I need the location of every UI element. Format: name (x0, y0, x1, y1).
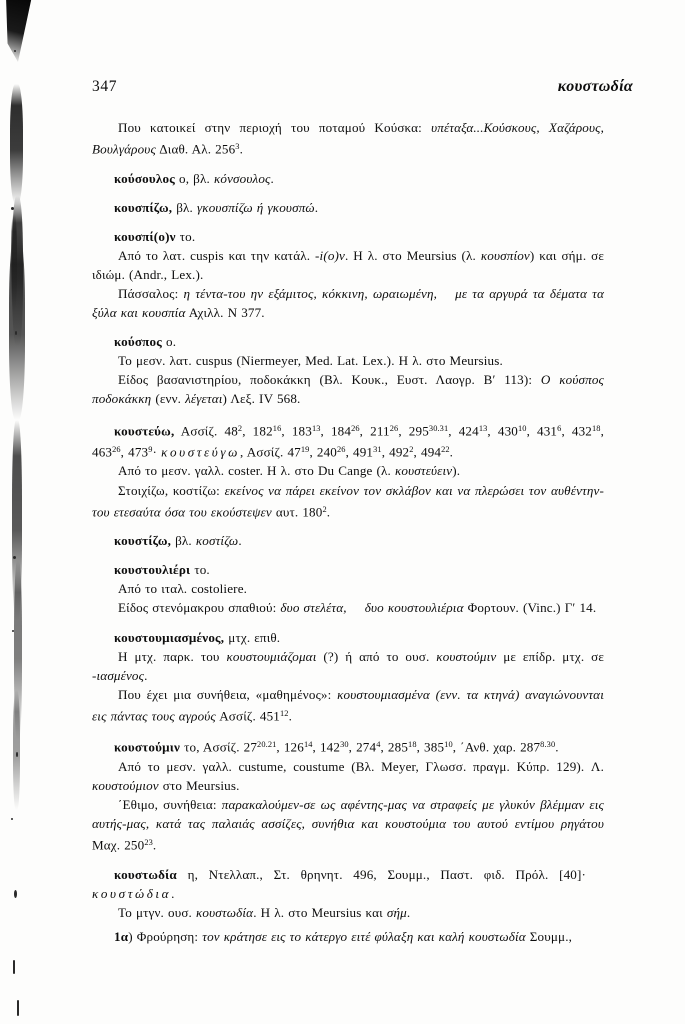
quoted-italic-text: σήμ (386, 904, 407, 920)
scan-gutter-artifact (0, 0, 46, 1024)
body-text: , ΄Ανθ. χαρ. 287 (452, 739, 541, 755)
body-text: , 274 (348, 739, 377, 755)
citation-superscript: 26 (112, 445, 121, 455)
dictionary-body-paragraph (92, 461, 604, 480)
quoted-italic-text: κουσπίον (480, 247, 530, 263)
body-text: ) Λεξ. IV 568. (222, 391, 301, 407)
gutter-shadow-wedge (6, 0, 32, 62)
citation-superscript: 18 (408, 740, 417, 750)
dictionary-body-paragraph (92, 118, 604, 159)
dictionary-body-paragraph (92, 685, 604, 726)
body-text: (ενν. (151, 391, 186, 407)
body-text: . (288, 708, 293, 724)
headword-text: κουστεύω, (114, 422, 175, 438)
citation-superscript: 10 (517, 423, 527, 433)
dictionary-body-paragraph (92, 481, 604, 522)
body-text: το. (190, 562, 210, 578)
quoted-italic-text: γκουσπίζω ή γκουσπώ (196, 199, 315, 215)
quoted-italic-text: -i(ο)ν (315, 247, 345, 263)
citation-superscript: 26 (337, 445, 346, 455)
headword-text: κουσπίζω, (114, 199, 173, 215)
body-text: . (326, 504, 331, 520)
quoted-italic-text: κουστεύειν (394, 463, 453, 479)
body-text: το, Ασσίζ. 27 (180, 739, 258, 755)
dictionary-body-paragraph (92, 647, 604, 685)
body-text: , 295 (398, 422, 429, 438)
body-text: . (171, 885, 175, 901)
body-text: η, Ντελλαπ., Στ. θρηνητ. 496, Σουμμ., Παστ. φιδ. Πρόλ. [40]· (176, 866, 586, 882)
citation-superscript: 2 (322, 504, 327, 514)
citation-superscript: 16 (272, 423, 282, 433)
body-text: . (270, 170, 274, 186)
entry-spacer (92, 725, 604, 735)
body-text: . Η λ. στο Meursius και (253, 904, 387, 920)
body-text: Είδος στενόμακρου σπαθιού: (118, 600, 281, 616)
body-text: , 432 (561, 422, 593, 438)
body-text: Η μτχ. παρκ. του (118, 648, 227, 664)
body-text: Από το μεσν. γαλλ. coster. Η λ. στο Du Cange (λ. (118, 463, 395, 479)
entry-spacer (92, 855, 604, 865)
entry-spacer (92, 550, 604, 560)
body-text: βλ. (172, 199, 197, 215)
body-text: , 494 (413, 444, 442, 460)
body-text: . (238, 533, 242, 549)
body-text: Σουμμ., (525, 928, 573, 944)
quoted-italic-text: -ιασμένος (92, 667, 145, 683)
dictionary-body-paragraph (92, 246, 604, 284)
running-head-word: κουστωδία (557, 78, 633, 95)
citation-superscript: 3 (235, 142, 240, 152)
citation-superscript: 20.21 (257, 740, 277, 750)
citation-superscript: 30.31 (428, 423, 449, 433)
quoted-italic-text: υπέταξα...Κούσκους, Χαζάρους, Βουλγάρους (92, 120, 604, 157)
body-text: , 491 (345, 444, 374, 460)
dictionary-entry-headword-line (92, 198, 604, 217)
quoted-italic-text: κόνσουλος (213, 170, 271, 186)
quoted-italic-text: Ο κούσπος ποδοκάκκη (92, 372, 604, 407)
body-text: ο. (162, 334, 177, 350)
citation-superscript: 18 (592, 423, 601, 433)
body-text: , 430 (487, 422, 518, 438)
body-text: ) και σήμ. σε ιδιώμ. (Andr., Lex.). (92, 247, 604, 282)
dictionary-body-paragraph (92, 795, 604, 855)
body-text: , 385 (416, 739, 445, 755)
body-text: ΄Εθιμο, συνήθεια: (118, 796, 222, 812)
quoted-italic-text: κουστωδία (196, 904, 254, 920)
entry-spacer (92, 618, 604, 628)
body-text: , 126 (276, 739, 304, 755)
gutter-streak (13, 690, 20, 810)
body-text: Από το μεσν. γαλλ. custume, coustume (Βλ. Meyer, Γλωσσ. πραγμ. Κύπρ. 129). Λ. (118, 758, 604, 774)
dictionary-body-paragraph (92, 370, 604, 408)
headword-text: 1α (114, 928, 129, 944)
citation-superscript: 9 (148, 445, 153, 455)
body-text: . (314, 199, 319, 215)
quoted-italic-text: κουστουμιασμένα (ενν. τα κτηνά) αναγιώνουνται εις πάντας τους αγρούς (92, 686, 604, 724)
body-text: . (406, 904, 411, 920)
body-text: Το μτγν. ουσ. (118, 904, 196, 920)
dictionary-body-paragraph (92, 284, 604, 322)
headword-text: κουστουλιέρι (114, 562, 191, 578)
body-text: Στοιχίζω, κοστίζω: (118, 482, 225, 498)
gutter-streak (10, 84, 23, 204)
quoted-italic-text: η τέντα-του ην εξάμιτος, κόκκινη, ωραιωμένη, (183, 286, 438, 302)
headword-text: κουστωδία (114, 866, 177, 882)
body-text: , 183 (281, 422, 312, 438)
gutter-streak (14, 560, 22, 740)
body-text: ο, βλ. (175, 170, 214, 186)
headword-text: κούσουλος (114, 170, 176, 186)
body-text: , 473 (120, 444, 149, 460)
gutter-speck (11, 818, 13, 820)
quoted-italic-text: κοστίζω (195, 533, 239, 549)
gutter-streak (12, 420, 22, 620)
body-text: . (239, 141, 243, 157)
headword-text: κουστουμιασμένος, (114, 629, 225, 645)
body-text: Πάσσαλος: (118, 286, 184, 302)
body-text: βλ. (171, 533, 196, 549)
body-text: (?) ή από το ουσ. (316, 648, 437, 664)
gutter-speck (16, 752, 18, 757)
citation-superscript: 10 (444, 740, 453, 750)
quoted-italic-text: λέγεται (185, 391, 223, 407)
running-head (92, 78, 633, 100)
body-text: , 424 (448, 422, 479, 438)
dictionary-body-paragraph (92, 351, 604, 370)
citation-superscript: 22 (441, 445, 450, 455)
body-text: , 285 (380, 739, 409, 755)
body-text: , 240 (309, 444, 337, 460)
body-text: ) Φρούρηση: (128, 928, 203, 944)
body-text: Από το ιταλ. costoliere. (118, 581, 248, 597)
body-text: . Η λ. στο Meursius (λ. (345, 247, 481, 263)
body-text: . (152, 837, 157, 853)
body-text: Μαχ. 250 (92, 837, 145, 853)
dictionary-body-paragraph (92, 903, 604, 922)
dictionary-entry-headword-line (92, 531, 604, 550)
body-text: , 182 (242, 422, 273, 438)
gutter-speck (13, 556, 16, 559)
entry-spacer (92, 217, 604, 227)
headword-text: κούσπος (114, 334, 163, 350)
dictionary-entry-headword-line (92, 735, 604, 756)
quoted-italic-text: κουστούμιν (436, 648, 497, 664)
body-text: Αχιλλ. Ν 377. (185, 305, 265, 321)
headword-text: κουστίζω, (114, 533, 172, 549)
quoted-italic-text: κουστουμιάζομαι (226, 648, 317, 664)
body-text: , Ασσίζ. 47 (240, 444, 301, 460)
citation-superscript: 14 (303, 740, 313, 750)
gutter-speck (11, 207, 14, 210)
text-column (92, 118, 604, 946)
body-text: αυτ. 180 (271, 504, 323, 520)
body-text: , 142 (312, 739, 341, 755)
citation-superscript: 13 (311, 423, 321, 433)
citation-superscript: 6 (557, 423, 562, 433)
dictionary-body-paragraph (92, 757, 604, 795)
page-number: 347 (92, 78, 118, 95)
dictionary-entry-headword-line (92, 227, 604, 246)
body-text: Ασσίζ. 451 (215, 708, 280, 724)
gutter-streak (9, 230, 25, 420)
body-text: . (144, 667, 148, 683)
dictionary-entry-headword-line (92, 169, 604, 188)
body-text: μτχ. επιθ. (224, 629, 281, 645)
dictionary-entry-headword-line (92, 419, 604, 462)
body-text: με επίδρ. μτχ. σε (496, 648, 604, 664)
citation-superscript: 2 (237, 423, 243, 433)
variant-form-text: κουστεύγω (161, 444, 241, 460)
gutter-speck (17, 1000, 19, 1016)
dictionary-entry-headword-line (92, 628, 604, 647)
citation-superscript: 12 (280, 708, 289, 718)
quoted-italic-text: δυο στελέτα, (280, 600, 347, 616)
gutter-speck (14, 50, 16, 52)
quoted-italic-text: δυο κουστουλιέρια (364, 600, 464, 616)
citation-superscript: 26 (351, 423, 360, 433)
body-text: Ασσίζ. 48 (174, 422, 238, 438)
body-text: , 184 (320, 422, 352, 438)
quoted-italic-text: παρακαλούμεν-σε ως αφέντης-μας να στραφείς με γλυκύν βλέμμαν εις αυτής-μας, κατά τας παλαιάς ασσίζες, συνήθια και κουστούμια του αυτού εντίμου ρηγάτου (92, 796, 604, 832)
body-text: . (449, 444, 454, 460)
body-text: το. (175, 228, 196, 244)
dictionary-entry-headword-line (92, 865, 604, 903)
gutter-streak (11, 214, 17, 310)
variant-form-text: κουστώδια (92, 885, 172, 901)
body-text: . (555, 739, 559, 755)
entry-spacer (92, 322, 604, 332)
body-text: Φορτουν. (Vinc.) Γ′ 14. (463, 600, 597, 616)
body-text: ). (452, 463, 461, 479)
citation-superscript: 2 (409, 445, 414, 455)
gutter-speck (13, 960, 15, 974)
gutter-speck (15, 331, 17, 335)
body-text: Που κατοικεί στην περιοχή του ποταμού Κούσκα: (118, 120, 432, 135)
body-text: Από το λατ. cuspis και την κατάλ. (118, 247, 316, 263)
quoted-italic-text: εκείνος να πάρει εκείνον τον σκλάβον και να πλερώσει τον αυθέντην-του ετεσαύτα όσα του εκούστεψεν (92, 482, 604, 520)
gutter-speck (12, 630, 14, 632)
body-text: Το μεσν. λατ. cuspus (Niermeyer, Med. Lat. Lex.). Η λ. στο Meursius. (118, 353, 503, 369)
body-text: Είδος βασανιστηρίου, ποδοκάκκη (Βλ. Κουκ., Ευστ. Λαογρ. Β′ 113): (118, 372, 541, 388)
entry-spacer (92, 188, 604, 198)
citation-superscript: 23 (144, 838, 153, 848)
gutter-speck (14, 890, 17, 898)
citation-superscript: 26 (389, 423, 399, 433)
body-text: · (152, 444, 162, 460)
headword-text: κουσπί(ο)ν (114, 228, 176, 244)
citation-superscript: 19 (300, 445, 310, 455)
citation-superscript: 30 (340, 740, 349, 750)
dictionary-entry-headword-line (92, 332, 604, 351)
body-text: , 211 (359, 422, 390, 438)
citation-superscript: 13 (478, 423, 488, 433)
quoted-italic-text: με τα αργυρά τα δέματα τα ξύλα και κουσπία (92, 286, 604, 321)
entry-spacer (92, 521, 604, 531)
dictionary-sense-paragraph (92, 927, 604, 946)
body-text: , 431 (526, 422, 558, 438)
citation-superscript: 8.30 (540, 740, 556, 750)
body-text: Διαθ. Αλ. 256 (155, 141, 236, 157)
quoted-italic-text: κουστούμιον (92, 777, 159, 793)
entry-spacer (92, 409, 604, 419)
headword-text: κουστούμιν (114, 739, 181, 755)
body-text: , 463 (92, 422, 605, 460)
body-text: στο Meursius. (158, 777, 240, 793)
citation-superscript: 31 (373, 445, 382, 455)
entry-spacer (92, 159, 604, 169)
gutter-streak (12, 196, 23, 346)
quoted-italic-text: τον κράτησε εις το κάτεργο ειτέ φύλαξη και καλή κουστωδία (202, 928, 526, 944)
body-text: , 492 (381, 444, 410, 460)
body-text: Που έχει μια συνήθεια, «μαθημένος»: (118, 686, 338, 702)
dictionary-body-paragraph (92, 579, 604, 598)
citation-superscript: 4 (376, 740, 381, 750)
dictionary-entry-headword-line (92, 560, 604, 579)
dictionary-body-paragraph (92, 598, 604, 617)
